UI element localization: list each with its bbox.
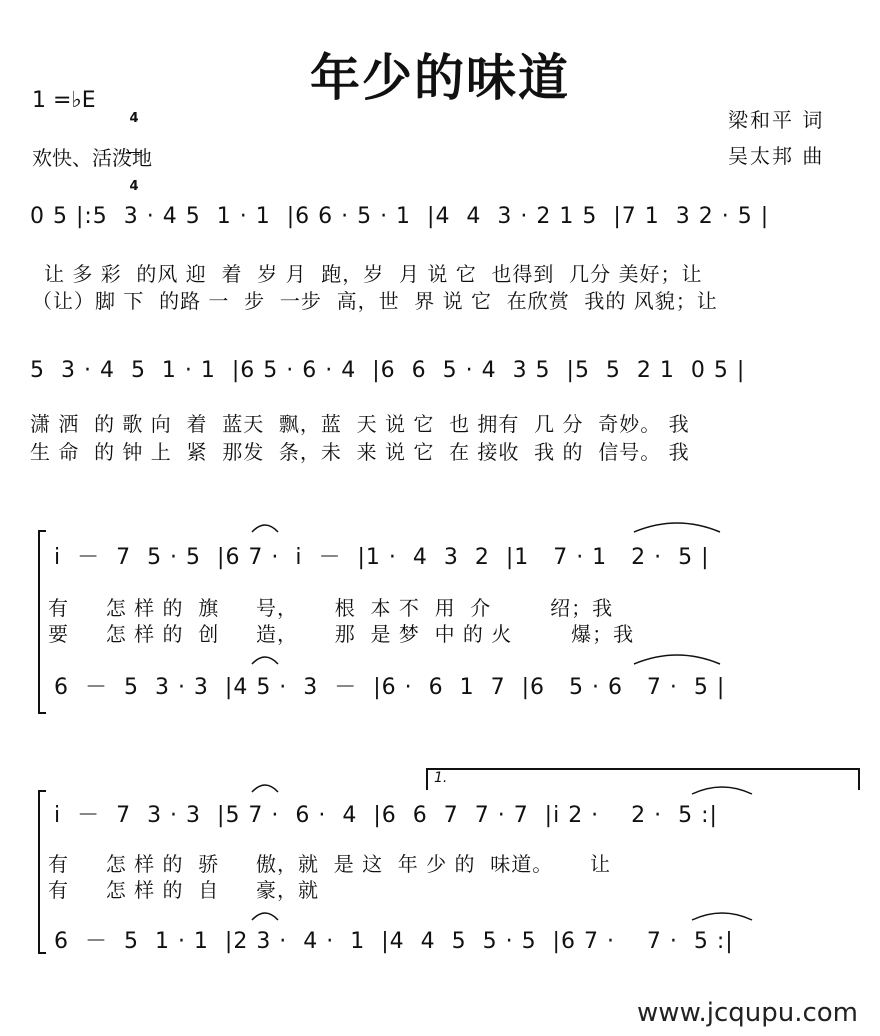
- lyrics-verse-1-line-1: 让 多 彩 的风 迎 着 岁 月 跑，岁 月 说 它 也得到 几分 美好；让: [44, 262, 703, 286]
- notation-lower-line-3: 6 － 5 3 · 3 |4 5 · 3 － |6 · 6 1 7 |6 5 · 6 7 · 5 |: [54, 675, 726, 700]
- composer-credit: 吴太邦 曲: [728, 144, 825, 168]
- key-signature: 1 =♭E: [32, 88, 96, 113]
- volta-bracket-right: [858, 768, 860, 790]
- lyrics-verse-2-line-3: 要 怎 样 的 创 造， 那 是 梦 中 的 火 爆；我: [48, 622, 635, 646]
- lyrics-verse-1-line-4: 有 怎 样 的 骄 傲，就 是 这 年 少 的 味道。 让: [48, 852, 612, 876]
- slur-arc: [250, 652, 280, 666]
- notation-lower-line-4: 6 － 5 1 · 1 |2 3 · 4 · 1 |4 4 5 5 · 5 |6 7 · 7 · 5 :|: [54, 929, 734, 954]
- meter-bottom: 4: [129, 179, 139, 194]
- tie-arc: [690, 782, 754, 796]
- slur-arc: [632, 650, 722, 666]
- tempo-marking: 欢快、活泼地: [32, 146, 152, 170]
- slur-arc: [250, 520, 280, 534]
- song-title: 年少的味道: [310, 49, 570, 107]
- slur-arc: [250, 908, 280, 922]
- slur-arc: [250, 780, 280, 794]
- lyrics-verse-1-line-3: 有 怎 样 的 旗 号， 根 本 不 用 介 绍；我: [48, 596, 614, 620]
- system-bracket: [38, 790, 46, 954]
- lyrics-verse-2-line-1: （让）脚 下 的路 一 步 一步 高，世 界 说 它 在欣赏 我的 风貌；让: [32, 289, 718, 313]
- notation-upper-line-4: i － 7 3 · 3 |5 7 · 6 · 4 |6 6 7 7 · 7 |i 2 · 2 · 5 :|: [54, 803, 718, 828]
- volta-bracket-left: [426, 768, 428, 790]
- meter-top: 4: [129, 111, 139, 126]
- slur-arc: [632, 518, 722, 534]
- notation-line-1: 0 5 |:5 3 · 4 5 1 · 1 |6 6 · 5 · 1 |4 4 3 · 2 1 5 |7 1 3 2 · 5 |: [30, 204, 770, 229]
- volta-number: 1.: [434, 770, 448, 786]
- volta-bracket: [426, 768, 860, 770]
- lyrics-verse-2-line-2: 生 命 的 钟 上 紧 那发 条，未 来 说 它 在 接收 我 的 信号。 我: [30, 440, 690, 464]
- lyrics-verse-2-line-4: 有 怎 样 的 自 豪，就: [48, 878, 320, 902]
- notation-line-2: 5 3 · 4 5 1 · 1 |6 5 · 6 · 4 |6 6 5 · 4 3 5 |5 5 2 1 0 5 |: [30, 358, 746, 383]
- lyricist-credit: 梁和平 词: [728, 108, 825, 132]
- notation-upper-line-3: i － 7 5 · 5 |6 7 · i － |1 · 4 3 2 |1 7 · 1 2 · 5 |: [54, 545, 710, 570]
- system-bracket: [38, 530, 46, 714]
- lyrics-verse-1-line-2: 潇 洒 的 歌 向 着 蓝天 飘，蓝 天 说 它 也 拥有 几 分 奇妙。 我: [30, 412, 690, 436]
- watermark: www.jcqupu.com: [637, 998, 858, 1028]
- tie-arc: [690, 908, 754, 922]
